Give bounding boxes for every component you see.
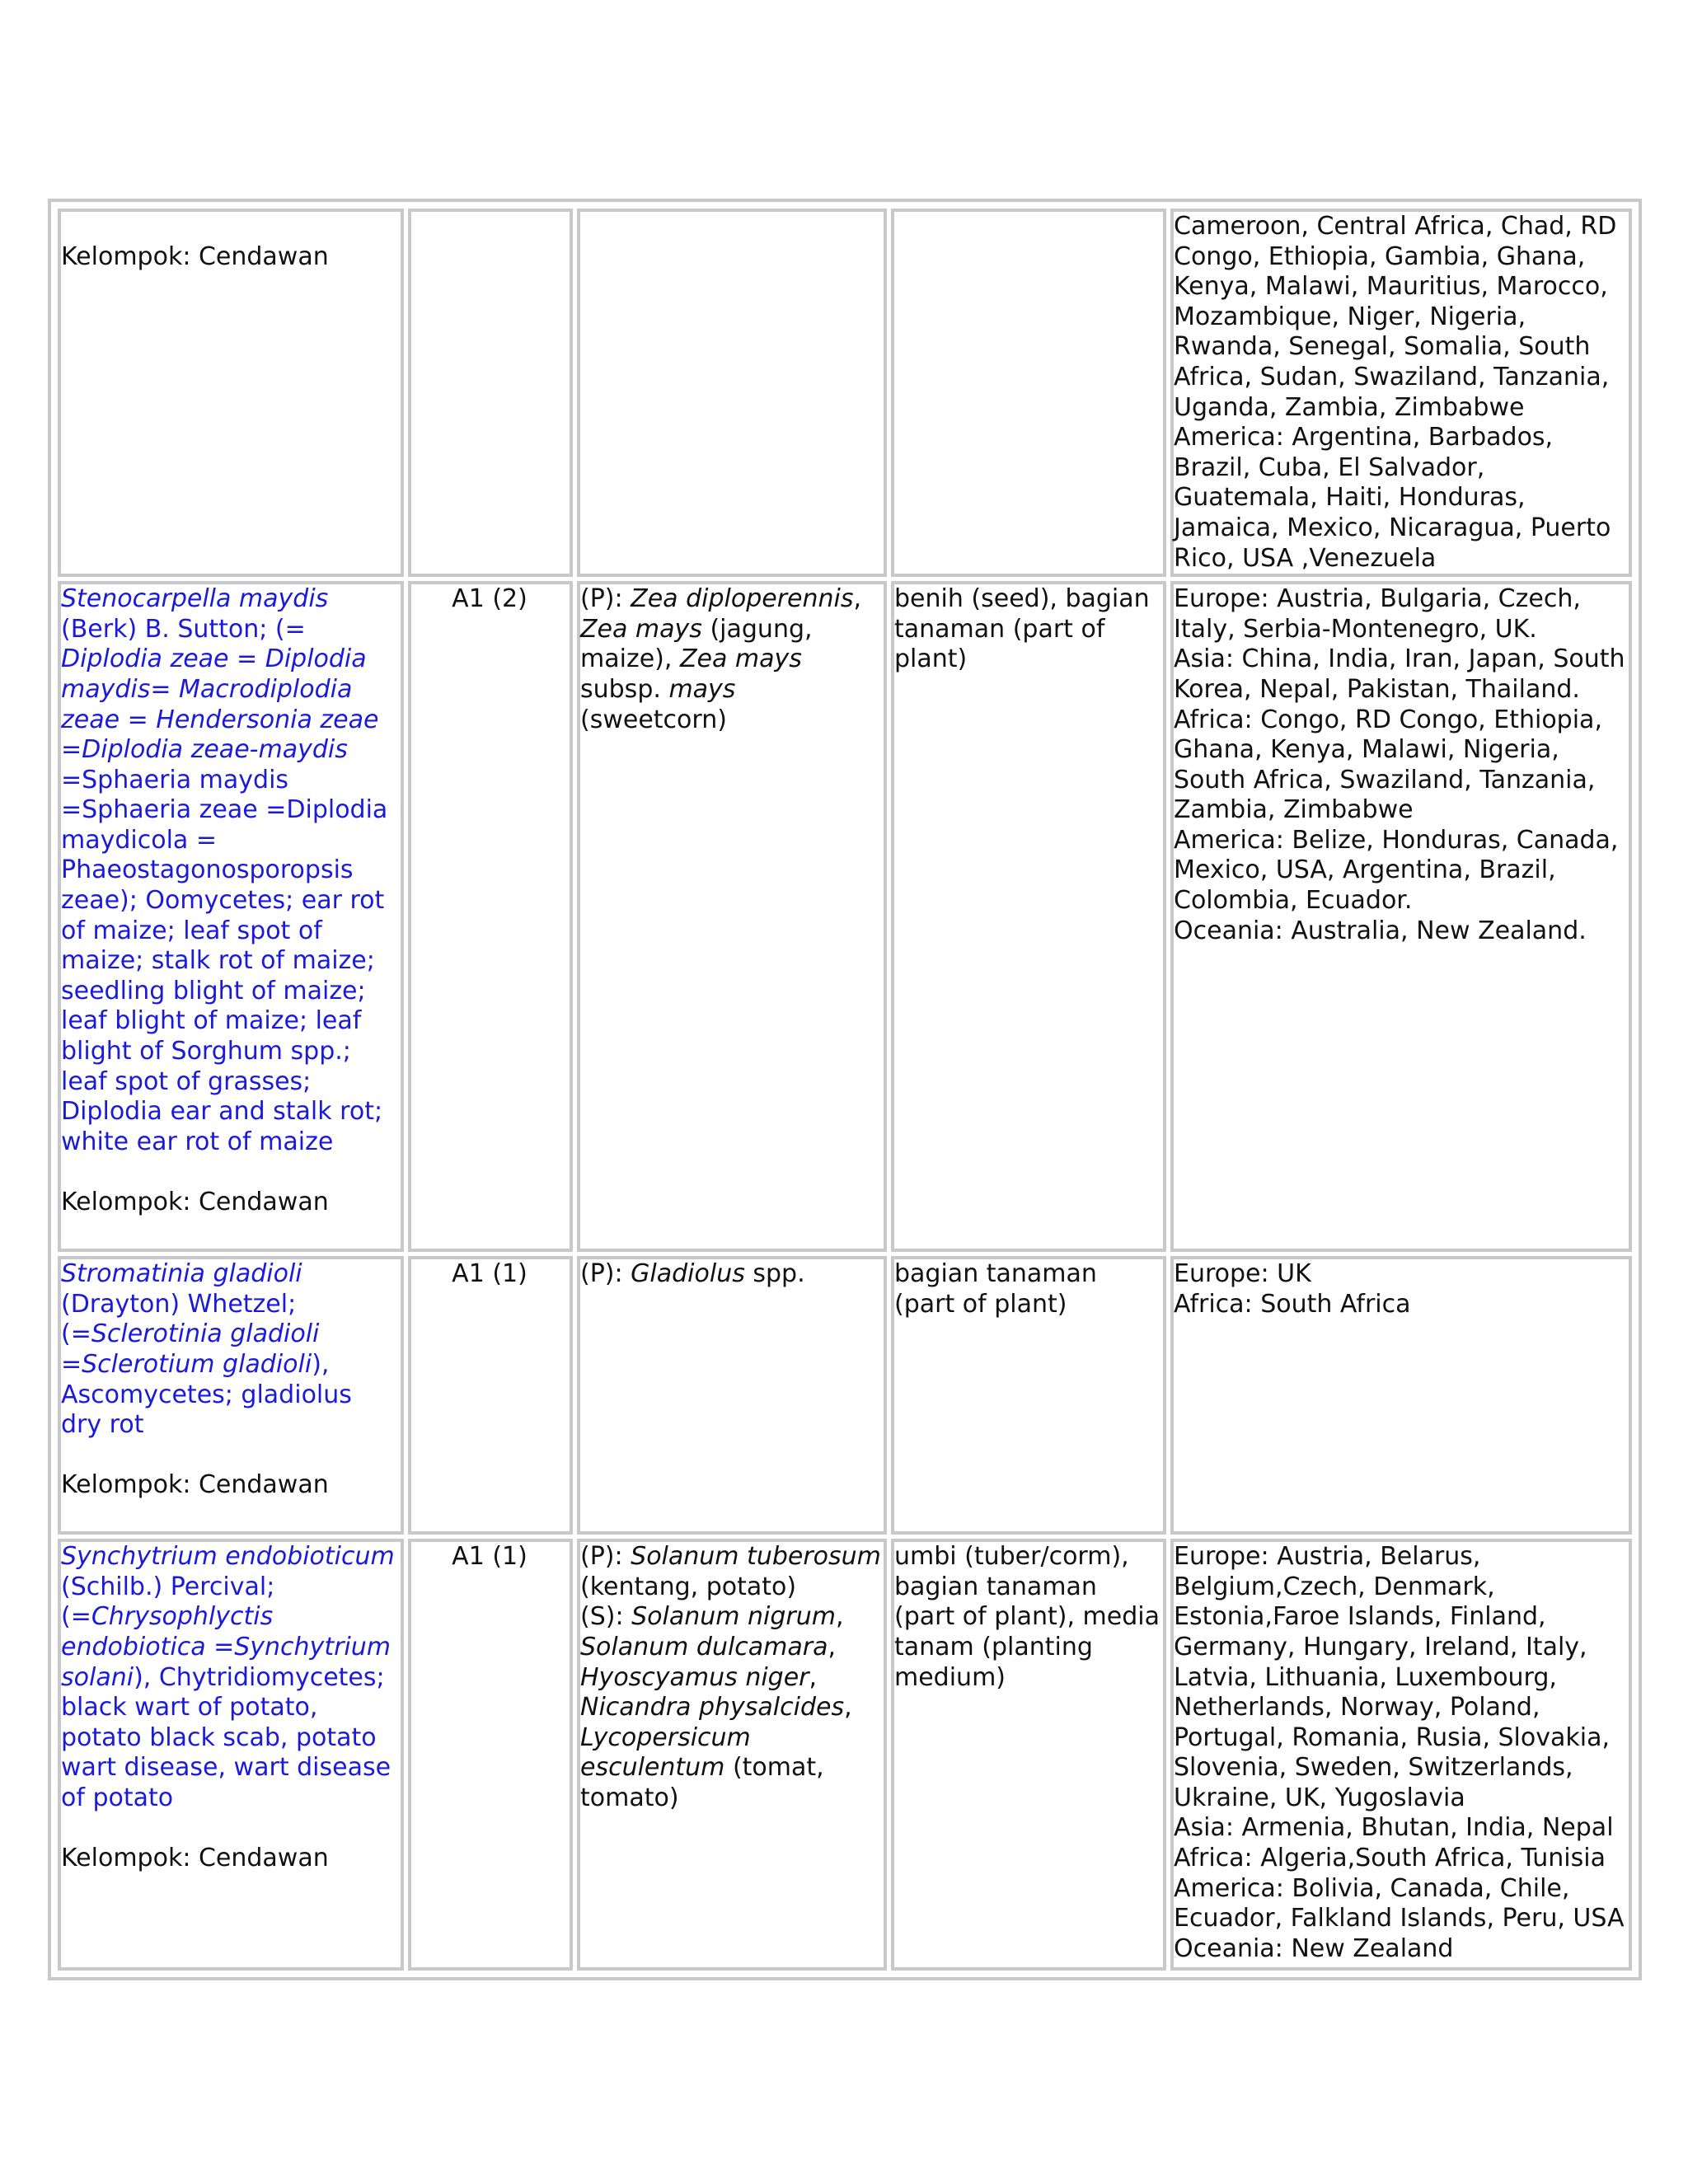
category-cell (408, 209, 573, 577)
host-line: (P): Zea diploperennis, Zea mays (jagung, maize), Zea mays subsp. mays (sweetcorn) (580, 584, 862, 734)
distribution-cell (1170, 581, 1632, 1252)
table-row (58, 581, 1632, 1252)
table-row (58, 209, 1632, 577)
pathway-cell (891, 209, 1166, 577)
category-cell: A1 (1) (408, 1539, 573, 1971)
distribution-line: America: Argentina, Barbados, Brazil, Cuba, El Salvador, Guatemala, Haiti, Honduras, Jamaica, Mexico, Nicaragua, Puerto Rico, USA ,Venezuela (1174, 423, 1611, 573)
pest-name-cell (58, 581, 404, 1252)
pest-group-label: Kelompok: Cendawan (61, 1844, 329, 1873)
table-row (58, 1256, 1632, 1535)
distribution-line: Europe: Austria, Bulgaria, Czech, Italy, Serbia-Montenegro, UK. (1174, 584, 1581, 644)
pest-name-link[interactable]: Stromatinia gladioli (Drayton) Whetzel; (=Sclerotinia gladioli =Sclerotium gladioli), Ascomycetes; gladiolus dry rot (61, 1259, 352, 1440)
distribution-line: Oceania: Australia, New Zealand. (1174, 916, 1587, 945)
distribution-line: Africa: South Africa (1174, 1289, 1411, 1319)
category-cell: A1 (2) (408, 581, 573, 1252)
pest-group-label: Kelompok: Cendawan (61, 1188, 329, 1216)
pathway-cell: bagian tanaman (part of plant) (891, 1256, 1166, 1535)
distribution-cell (1170, 1539, 1632, 1971)
distribution-line: Africa: Algeria,South Africa, Tunisia (1174, 1844, 1606, 1873)
pest-name-link[interactable]: Synchytrium endobioticum (Schilb.) Percival; (=Chrysophlyctis endobiotica =Synchytrium solani), Chytridiomycetes; black wart of potato, potato black scab, potato wart disease, wart disease of potato (61, 1542, 395, 1812)
distribution-line: Europe: UK (1174, 1259, 1311, 1289)
pathway-cell: umbi (tuber/corm), bagian tanaman (part of plant), media tanam (planting medium) (891, 1539, 1166, 1971)
pest-name-cell (58, 1256, 404, 1535)
host-cell (577, 1256, 887, 1535)
distribution-line: Asia: China, India, Iran, Japan, South Korea, Nepal, Pakistan, Thailand. (1174, 644, 1625, 704)
distribution-line: Africa: Congo, RD Congo, Ethiopia, Ghana, Kenya, Malawi, Nigeria, South Africa, Swaziland, Tanzania, Zambia, Zimbabwe (1174, 705, 1602, 825)
pathway-cell: benih (seed), bagian tanaman (part of plant) (891, 581, 1166, 1252)
host-cell (577, 1539, 887, 1971)
host-cell (577, 209, 887, 577)
category-cell: A1 (1) (408, 1256, 573, 1535)
pest-list-document (48, 199, 1642, 1980)
distribution-cell (1170, 1256, 1632, 1535)
distribution-cell (1170, 209, 1632, 577)
pest-name-link[interactable]: Stenocarpella maydis (Berk) B. Sutton; (= Diplodia zeae = Diplodia maydis= Macrodiplodia zeae = Hendersonia zeae =Diplodia zeae-maydis =Sphaeria maydis =Sphaeria zeae =Diplodia maydicola = Phaeostagonosporopsis zeae); Oomycetes; ear rot of maize; leaf spot of maize; stalk rot of maize; seedling blight of maize; leaf blight of maize; leaf blight of Sorghum spp.; leaf spot of grasses; Diplodia ear and stalk rot; white ear rot of maize (61, 584, 388, 1156)
host-line: (S): Solanum nigrum, Solanum dulcamara, Hyoscyamus niger, Nicandra physalcides, Lycopersicum esculentum (tomat, tomato) (580, 1602, 852, 1812)
host-line: (P): Solanum tuberosum (kentang, potato) (580, 1542, 881, 1601)
distribution-line: Cameroon, Central Africa, Chad, RD Congo, Ethiopia, Gambia, Ghana, Kenya, Malawi, Mauritius, Marocco, Mozambique, Niger, Nigeria, Rwanda, Senegal, Somalia, South Africa, Sudan, Swaziland, Tanzania, Uganda, Zambia, Zimbabwe (1174, 212, 1617, 422)
distribution-line: Europe: Austria, Belarus, Belgium,Czech, Denmark, Estonia,Faroe Islands, Finland, Germany, Hungary, Ireland, Italy, Latvia, Lithuania, Luxembourg, Netherlands, Norway, Poland, Portugal, Romania, Rusia, Slovakia, Slovenia, Sweden, Switzerlands, Ukraine, UK, Yugoslavia (1174, 1542, 1611, 1812)
table-row (58, 1539, 1632, 1971)
distribution-line: Asia: Armenia, Bhutan, India, Nepal (1174, 1813, 1614, 1843)
pest-name-cell (58, 1539, 404, 1971)
distribution-line: Oceania: New Zealand (1174, 1933, 1454, 1963)
host-line: (P): Gladiolus spp. (580, 1259, 805, 1289)
quarantine-pest-table (54, 204, 1636, 1975)
distribution-line: America: Belize, Honduras, Canada, Mexico, USA, Argentina, Brazil, Colombia, Ecuador. (1174, 825, 1619, 916)
pest-name-cell (58, 209, 404, 577)
pest-group-label: Kelompok: Cendawan (61, 241, 329, 271)
pest-group-label: Kelompok: Cendawan (61, 1470, 329, 1500)
host-cell (577, 581, 887, 1252)
distribution-line: America: Bolivia, Canada, Chile, Ecuador, Falkland Islands, Peru, USA (1174, 1873, 1625, 1933)
